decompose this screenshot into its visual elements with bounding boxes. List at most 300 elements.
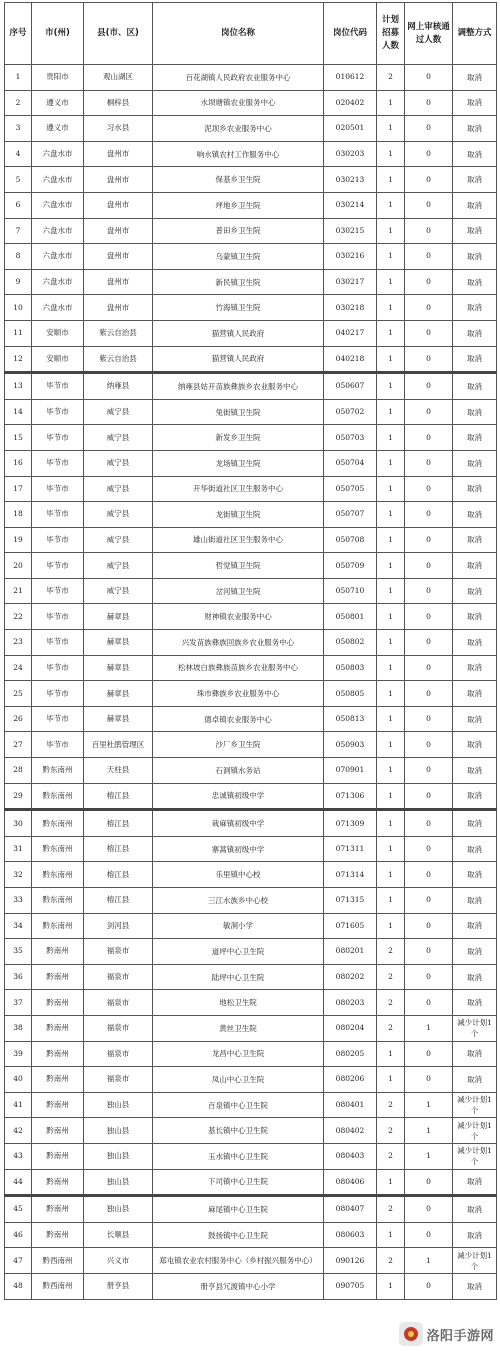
table-cell: 070901 [324, 758, 377, 784]
table-cell: 0 [405, 836, 453, 862]
table-row [5, 399, 497, 425]
table-cell: 取消 [453, 732, 497, 758]
table-cell: 威宁县 [84, 527, 153, 553]
table-cell: 黔南州 [32, 1041, 84, 1067]
table-cell: 0 [405, 450, 453, 476]
table-cell: 0 [405, 295, 453, 321]
table-cell: 盘州市 [84, 192, 153, 218]
table-cell: 取消 [453, 939, 497, 965]
header-cell: 县(市、区) [84, 3, 153, 65]
table-cell: 黔南州 [32, 1015, 84, 1041]
table-cell: 鼓扬镇中心卫生院 [153, 1222, 324, 1248]
table-row [5, 502, 497, 528]
table-cell: 毕节市 [32, 450, 84, 476]
table-row [5, 1118, 497, 1144]
table-cell: 2 [377, 964, 405, 990]
table-cell: 1 [377, 1041, 405, 1067]
table-cell: 0 [405, 706, 453, 732]
table-cell: 1 [377, 320, 405, 346]
table-row [5, 578, 497, 604]
table-cell: 0 [405, 65, 453, 91]
table-row [5, 681, 497, 707]
table-cell: 黔南州 [32, 939, 84, 965]
table-cell: 1 [377, 502, 405, 528]
table-cell: 1 [405, 1092, 453, 1118]
table-cell: 28 [5, 758, 32, 784]
table-cell: 22 [5, 604, 32, 630]
table-cell: 取消 [453, 1067, 497, 1093]
table-cell: 1 [377, 783, 405, 810]
table-cell: 1 [405, 1143, 453, 1169]
table-cell: 071315 [324, 888, 377, 914]
table-cell: 25 [5, 681, 32, 707]
table-cell: 0 [405, 167, 453, 193]
table-cell: 0 [405, 1273, 453, 1299]
table-cell: 050801 [324, 604, 377, 630]
table-cell: 050703 [324, 425, 377, 451]
table-cell: 5 [5, 167, 32, 193]
table-row [5, 65, 497, 91]
table-cell: 18 [5, 502, 32, 528]
table-cell: 14 [5, 399, 32, 425]
table-cell: 0 [405, 578, 453, 604]
table-cell: 盘州市 [84, 218, 153, 244]
table-cell: 0 [405, 604, 453, 630]
table-cell: 黔东南州 [32, 783, 84, 810]
table-cell: 开华街道社区卫生服务中心 [153, 476, 324, 502]
table-cell: 0 [405, 192, 453, 218]
table-cell: 六盘水市 [32, 192, 84, 218]
table-cell: 新民镇卫生院 [153, 269, 324, 295]
table-cell: 0 [405, 888, 453, 914]
table-cell: 020501 [324, 116, 377, 142]
table-cell: 050702 [324, 399, 377, 425]
table-cell: 1 [377, 167, 405, 193]
table-cell: 观山湖区 [84, 65, 153, 91]
table-cell: 0 [405, 373, 453, 400]
table-cell: 2 [5, 90, 32, 116]
table-cell: 090705 [324, 1273, 377, 1299]
table-cell: 威宁县 [84, 399, 153, 425]
table-cell: 取消 [453, 862, 497, 888]
table-cell: 17 [5, 476, 32, 502]
table-cell: 0 [405, 655, 453, 681]
table-cell: 取消 [453, 655, 497, 681]
table-row [5, 810, 497, 837]
table-cell: 1 [377, 425, 405, 451]
table-cell: 1 [377, 732, 405, 758]
table-cell: 080201 [324, 939, 377, 965]
table-cell: 090126 [324, 1248, 377, 1274]
table-cell: 剑河县 [84, 913, 153, 939]
table-cell: 毕节市 [32, 630, 84, 656]
table-cell: 取消 [453, 192, 497, 218]
header-cell: 市(州) [32, 3, 84, 65]
table-cell: 37 [5, 990, 32, 1016]
table-row [5, 888, 497, 914]
table-cell: 15 [5, 425, 32, 451]
table-cell: 榕江县 [84, 836, 153, 862]
table-cell: 取消 [453, 1222, 497, 1248]
table-cell: 赫章县 [84, 681, 153, 707]
table-row [5, 655, 497, 681]
table-cell: 石洞镇水务站 [153, 758, 324, 784]
table-cell: 080205 [324, 1041, 377, 1067]
header-cell: 计划招募人数 [377, 3, 405, 65]
table-cell: 榕江县 [84, 783, 153, 810]
table-cell: 威宁县 [84, 425, 153, 451]
table-cell: 1 [377, 836, 405, 862]
table-cell: 紫云自治县 [84, 320, 153, 346]
table-cell: 取消 [453, 1169, 497, 1196]
table-cell: 1 [377, 269, 405, 295]
table-cell: 福泉市 [84, 964, 153, 990]
table-cell: 毕节市 [32, 502, 84, 528]
table-cell: 取消 [453, 1041, 497, 1067]
table-row [5, 706, 497, 732]
table-cell: 1 [377, 1067, 405, 1093]
table-row [5, 1092, 497, 1118]
table-cell: 赫章县 [84, 604, 153, 630]
table-cell: 46 [5, 1222, 32, 1248]
table-cell: 050705 [324, 476, 377, 502]
table-cell: 保基乡卫生院 [153, 167, 324, 193]
table-body [5, 65, 497, 1300]
table-row [5, 964, 497, 990]
table-cell: 册亨县冗渡镇中心小学 [153, 1273, 324, 1299]
table-cell: 毕节市 [32, 553, 84, 579]
table-cell: 1 [5, 65, 32, 91]
table-cell: 020402 [324, 90, 377, 116]
table-cell: 36 [5, 964, 32, 990]
table-cell: 取消 [453, 425, 497, 451]
table-cell: 1 [377, 706, 405, 732]
table-row [5, 836, 497, 862]
table-cell: 取消 [453, 553, 497, 579]
table-cell: 取消 [453, 604, 497, 630]
table-row [5, 476, 497, 502]
table-cell: 道坪中心卫生院 [153, 939, 324, 965]
table-cell: 13 [5, 373, 32, 400]
table-cell: 龙昌中心卫生院 [153, 1041, 324, 1067]
table-cell: 0 [405, 90, 453, 116]
table-cell: 盘州市 [84, 244, 153, 270]
table-cell: 1 [377, 553, 405, 579]
table-cell: 黔东南州 [32, 810, 84, 837]
table-cell: 1 [377, 862, 405, 888]
table-row [5, 783, 497, 810]
table-cell: 1 [377, 373, 405, 400]
table-cell: 40 [5, 1067, 32, 1093]
table-cell: 取消 [453, 578, 497, 604]
table-cell: 1 [377, 810, 405, 837]
table-cell: 玉水镇中心卫生院 [153, 1143, 324, 1169]
table-cell: 2 [377, 1015, 405, 1041]
table-cell: 0 [405, 732, 453, 758]
table-cell: 黔南州 [32, 1222, 84, 1248]
table-cell: 乌蒙镇卫生院 [153, 244, 324, 270]
table-row [5, 1196, 497, 1223]
table-row [5, 116, 497, 142]
table-cell: 080203 [324, 990, 377, 1016]
table-row [5, 862, 497, 888]
table-cell: 独山县 [84, 1196, 153, 1223]
table-cell: 猫营镇人民政府 [153, 320, 324, 346]
table-cell: 取消 [453, 65, 497, 91]
table-cell: 0 [405, 810, 453, 837]
header-cell: 序号 [5, 3, 32, 65]
table-cell: 黔东南州 [32, 758, 84, 784]
watermark [399, 1321, 494, 1347]
watermark-text: 洛阳手游网 [426, 1328, 494, 1344]
table-cell: 030215 [324, 218, 377, 244]
table-cell: 威宁县 [84, 553, 153, 579]
table-cell: 1 [377, 141, 405, 167]
table-cell: 取消 [453, 502, 497, 528]
table-row [5, 527, 497, 553]
table-cell: 取消 [453, 373, 497, 400]
table-cell: 取消 [453, 758, 497, 784]
table-cell: 11 [5, 320, 32, 346]
table-cell: 2 [377, 1092, 405, 1118]
table-cell: 六盘水市 [32, 167, 84, 193]
table-row [5, 295, 497, 321]
table-cell: 1 [377, 476, 405, 502]
table-cell: 4 [5, 141, 32, 167]
table-row [5, 604, 497, 630]
table-cell: 071309 [324, 810, 377, 837]
table-row [5, 425, 497, 451]
table-cell: 48 [5, 1273, 32, 1299]
table-cell: 福泉市 [84, 1067, 153, 1093]
table-cell: 1 [377, 888, 405, 914]
table-cell: 0 [405, 758, 453, 784]
table-cell: 010612 [324, 65, 377, 91]
table-cell: 兴义市 [84, 1248, 153, 1274]
table-cell: 毕节市 [32, 373, 84, 400]
table-cell: 1 [377, 527, 405, 553]
header-cell: 网上审核通过人数 [405, 3, 453, 65]
table-cell: 黔东南州 [32, 888, 84, 914]
table-cell: 050803 [324, 655, 377, 681]
table-cell: 黔南州 [32, 1169, 84, 1196]
table-cell: 安顺市 [32, 346, 84, 373]
table-cell: 41 [5, 1092, 32, 1118]
table-cell: 030216 [324, 244, 377, 270]
table-row [5, 1273, 497, 1299]
table-cell: 泥坝乡农业服务中心 [153, 116, 324, 142]
table-cell: 榕江县 [84, 888, 153, 914]
table-cell: 1 [377, 116, 405, 142]
table-cell: 43 [5, 1143, 32, 1169]
table-row [5, 1015, 497, 1041]
table-cell: 1 [377, 681, 405, 707]
table-cell: 取消 [453, 218, 497, 244]
table-cell: 1 [377, 604, 405, 630]
table-cell: 独山县 [84, 1169, 153, 1196]
table-cell: 30 [5, 810, 32, 837]
table-cell: 2 [377, 1118, 405, 1144]
table-row [5, 167, 497, 193]
header-cell: 调整方式 [453, 3, 497, 65]
table-cell: 35 [5, 939, 32, 965]
table-cell: 册亨县 [84, 1273, 153, 1299]
table-cell: 陆坪中心卫生院 [153, 964, 324, 990]
table-cell: 1 [377, 630, 405, 656]
table-cell: 29 [5, 783, 32, 810]
table-cell: 威宁县 [84, 578, 153, 604]
table-cell: 0 [405, 681, 453, 707]
table-cell: 0 [405, 1041, 453, 1067]
table-cell: 1 [377, 913, 405, 939]
table-cell: 黔西南州 [32, 1248, 84, 1274]
table-cell: 基长镇中心卫生院 [153, 1118, 324, 1144]
table-cell: 财神镇农业服务中心 [153, 604, 324, 630]
table-cell: 080204 [324, 1015, 377, 1041]
table-cell: 凤山中心卫生院 [153, 1067, 324, 1093]
table-cell: 1 [377, 450, 405, 476]
table-cell: 毕节市 [32, 681, 84, 707]
table-row [5, 1143, 497, 1169]
table-cell: 黔南州 [32, 1143, 84, 1169]
table-cell: 寨蒿镇初级中学 [153, 836, 324, 862]
table-row [5, 939, 497, 965]
table-cell: 毕节市 [32, 732, 84, 758]
table-cell: 盘州市 [84, 269, 153, 295]
table-cell: 030218 [324, 295, 377, 321]
table-cell: 乐里镇中心校 [153, 862, 324, 888]
table-cell: 毕节市 [32, 655, 84, 681]
table-cell: 050708 [324, 527, 377, 553]
table-cell: 050709 [324, 553, 377, 579]
table-cell: 38 [5, 1015, 32, 1041]
table-cell: 0 [405, 862, 453, 888]
table-cell: 080206 [324, 1067, 377, 1093]
table-cell: 050903 [324, 732, 377, 758]
table-cell: 安顺市 [32, 320, 84, 346]
table-cell: 1 [377, 346, 405, 373]
table-cell: 六盘水市 [32, 295, 84, 321]
table-cell: 黔东南州 [32, 913, 84, 939]
table-cell: 071314 [324, 862, 377, 888]
table-cell: 龙场镇卫生院 [153, 450, 324, 476]
table-cell: 榕江县 [84, 810, 153, 837]
table-cell: 取消 [453, 269, 497, 295]
table-cell: 取消 [453, 810, 497, 837]
table-cell: 独山县 [84, 1143, 153, 1169]
table-cell: 水坝塘镇农业服务中心 [153, 90, 324, 116]
table-cell: 0 [405, 1067, 453, 1093]
table-cell: 兔街镇卫生院 [153, 399, 324, 425]
table-cell: 盘州市 [84, 167, 153, 193]
table-cell: 9 [5, 269, 32, 295]
table-cell: 取消 [453, 783, 497, 810]
table-cell: 郑屯镇农业农村服务中心（乡村振兴服务中心） [153, 1248, 324, 1274]
table-cell: 珠市彝族乡农业服务中心 [153, 681, 324, 707]
table-cell: 39 [5, 1041, 32, 1067]
table-cell: 050704 [324, 450, 377, 476]
table-cell: 32 [5, 862, 32, 888]
table-cell: 2 [377, 1196, 405, 1223]
table-cell: 0 [405, 553, 453, 579]
table-cell: 26 [5, 706, 32, 732]
table-row [5, 913, 497, 939]
table-row [5, 141, 497, 167]
table-row [5, 1169, 497, 1196]
table-cell: 1 [377, 244, 405, 270]
table-cell: 独山县 [84, 1092, 153, 1118]
table-header-row [5, 3, 497, 65]
table-cell: 竹海镇卫生院 [153, 295, 324, 321]
table-cell: 响水镇农村工作服务中心 [153, 141, 324, 167]
table-cell: 1 [405, 1118, 453, 1144]
table-cell: 黔南州 [32, 1118, 84, 1144]
table-cell: 080403 [324, 1143, 377, 1169]
table-cell: 新发乡卫生院 [153, 425, 324, 451]
table-cell: 沙厂乡卫生院 [153, 732, 324, 758]
table-cell: 6 [5, 192, 32, 218]
table-cell: 0 [405, 502, 453, 528]
table-cell: 24 [5, 655, 32, 681]
table-row [5, 1222, 497, 1248]
table-cell: 毕节市 [32, 425, 84, 451]
header-cell: 岗位名称 [153, 3, 324, 65]
table-cell: 080603 [324, 1222, 377, 1248]
table-cell: 习水县 [84, 116, 153, 142]
table-cell: 六盘水市 [32, 218, 84, 244]
table-cell: 兴发苗族彝族回族乡农业服务中心 [153, 630, 324, 656]
table-cell: 岔河镇卫生院 [153, 578, 324, 604]
table-cell: 0 [405, 1196, 453, 1223]
table-cell: 取消 [453, 964, 497, 990]
table-cell: 福泉市 [84, 990, 153, 1016]
table-cell: 取消 [453, 295, 497, 321]
table-row [5, 450, 497, 476]
table-cell: 45 [5, 1196, 32, 1223]
table-cell: 2 [377, 1143, 405, 1169]
table-cell: 取消 [453, 450, 497, 476]
table-row [5, 90, 497, 116]
table-cell: 取消 [453, 141, 497, 167]
table-cell: 麻尾镇中心卫生院 [153, 1196, 324, 1223]
table-cell: 纳雍县 [84, 373, 153, 400]
table-cell: 050802 [324, 630, 377, 656]
table-cell: 赫章县 [84, 706, 153, 732]
table-cell: 减少计划1个 [453, 1143, 497, 1169]
table-cell: 44 [5, 1169, 32, 1196]
table-cell: 取消 [453, 320, 497, 346]
table-row [5, 1067, 497, 1093]
table-cell: 080401 [324, 1092, 377, 1118]
table-cell: 福泉市 [84, 1015, 153, 1041]
header-cell: 岗位代码 [324, 3, 377, 65]
table-cell: 六盘水市 [32, 244, 84, 270]
table-cell: 紫云自治县 [84, 346, 153, 373]
table-cell: 7 [5, 218, 32, 244]
table-cell: 忠诚镇初级中学 [153, 783, 324, 810]
table-cell: 黔南州 [32, 1092, 84, 1118]
table-cell: 071605 [324, 913, 377, 939]
table-cell: 0 [405, 964, 453, 990]
table-row [5, 192, 497, 218]
table-cell: 减少计划1个 [453, 1248, 497, 1274]
table-cell: 黔东南州 [32, 862, 84, 888]
table-cell: 12 [5, 346, 32, 373]
table-cell: 0 [405, 939, 453, 965]
table-cell: 1 [377, 399, 405, 425]
table-cell: 0 [405, 320, 453, 346]
table-cell: 0 [405, 346, 453, 373]
